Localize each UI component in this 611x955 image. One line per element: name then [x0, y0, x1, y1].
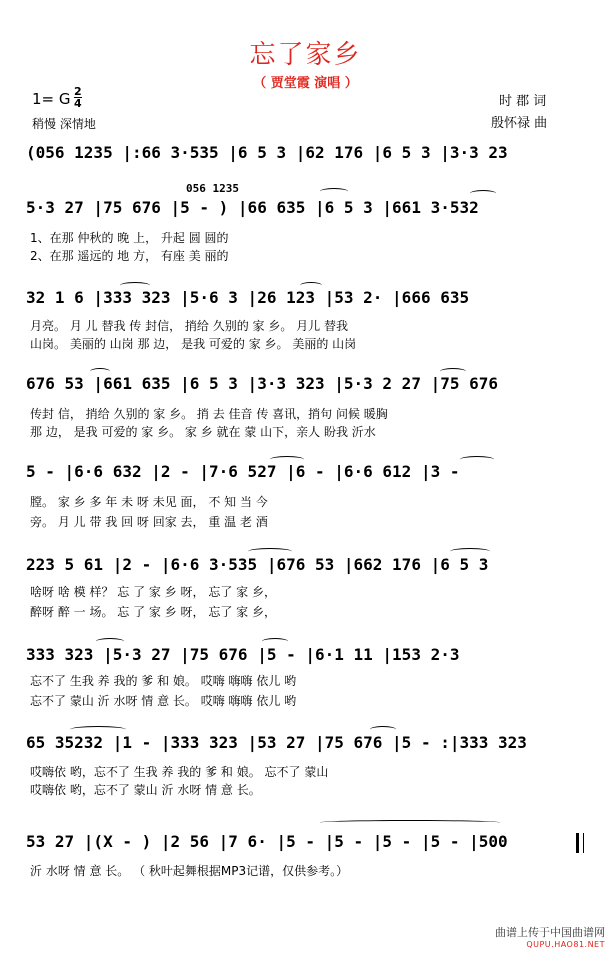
lyric-line-7-verse1: 忘不了 生我 养 我的 爹 和 娘。 哎嗨 嗨嗨 依儿 哟 — [30, 674, 297, 688]
slur-mark — [70, 726, 126, 733]
slur-mark — [370, 726, 396, 733]
slur-mark — [460, 456, 494, 463]
time-signature — [74, 86, 82, 109]
lyric-line-6-verse1: 啥呀 啥 模 样？ 忘 了 家 乡 呀， 忘了 家 乡， — [30, 585, 276, 599]
lyric-line-6-verse2: 醉呀 醉 一 场。 忘 了 家 乡 呀， 忘了 家 乡， — [30, 605, 276, 619]
watermark-url: QUPU.HAO81.NET — [526, 940, 605, 949]
lyric-line-4-verse2: 那 边， 是我 可爱的 家 乡。 家 乡 就在 蒙 山下，亲人 盼我 沂水 — [30, 425, 376, 439]
watermark-line1: 曲谱上传于中国曲谱网 — [495, 926, 605, 939]
notation-line-1: (056 1235 |:66 3·535 |6 5 3 |62 176 |6 5 3 |3·3 23 — [26, 143, 508, 162]
slur-mark — [450, 548, 490, 555]
lyric-line-5-verse2: 旁。 月 儿 带 我 回 呀 回家 去， 重 温 老 酒 — [30, 515, 268, 529]
lyric-line-2-verse2: 2、在那 遥远的 地 方， 有座 美 丽的 — [30, 249, 229, 263]
lyric-line-3-verse2: 山岗。 美丽的 山岗 那 边， 是我 可爱的 家 乡。 美丽的 山岗 — [30, 337, 357, 351]
key-signature: 1= G — [32, 90, 71, 108]
song-title: 忘了家乡 — [249, 40, 362, 70]
slur-mark — [96, 638, 124, 645]
lyric-line-7-verse2: 忘不了 蒙山 沂 水呀 情 意 长。 哎嗨 嗨嗨 依儿 哟 — [30, 694, 297, 708]
lyric-line-2-verse1: 1、在那 仲秋的 晚 上， 升起 圆 圆的 — [30, 231, 229, 245]
slur-mark — [270, 456, 304, 463]
lyric-line-5-verse1: 膛。 家 乡 多 年 未 呀 未见 面， 不 知 当 今 — [30, 495, 268, 509]
notation-line-8: 65 35232 |1 - |333 323 |53 27 |75 676 |5 - :|333 323 — [26, 733, 527, 752]
notation-line-4: 676 53 |661 635 |6 5 3 |3·3 323 |5·3 2 27 |75 676 — [26, 374, 499, 393]
watermark — [495, 927, 605, 951]
notation-line-2-upper: 056 1235 — [186, 182, 239, 195]
slur-mark — [440, 368, 466, 375]
final-barline — [576, 833, 579, 853]
slur-mark — [320, 188, 348, 195]
notation-line-9: 53 27 |(X - ) |2 56 |7 6· |5 - |5 - |5 - |5 - |500 — [26, 832, 508, 851]
lyricist-credit: 时 郡 词 — [499, 94, 547, 109]
slur-mark — [248, 548, 292, 555]
final-barline-thin — [583, 833, 584, 853]
slur-mark — [300, 282, 322, 289]
performer: （ 贾堂霞 演唱 ） — [253, 76, 358, 91]
slur-mark — [120, 282, 150, 289]
time-sig-bottom: 4 — [74, 97, 82, 110]
lyric-line-8-verse2: 哎嗨依 哟，忘不了 蒙山 沂 水呀 情 意 长。 — [30, 783, 261, 797]
slur-mark — [90, 368, 110, 375]
slur-mark — [262, 638, 288, 645]
notation-line-7: 333 323 |5·3 27 |75 676 |5 - |6·1 11 |153 2·3 — [26, 645, 460, 664]
composer-credit: 殷怀禄 曲 — [491, 116, 548, 131]
notation-line-2: 5·3 27 |75 676 |5 - ) |66 635 |6 5 3 |661 3·532 — [26, 198, 479, 217]
tempo-marking: 稍慢 深情地 — [32, 117, 96, 131]
lyric-line-3-verse1: 月亮。 月 儿 替我 传 封信， 捎给 久别的 家 乡。 月儿 替我 — [30, 319, 348, 333]
notation-line-5: 5 - |6·6 632 |2 - |7·6 527 |6 - |6·6 612 |3 - — [26, 462, 460, 481]
slur-mark — [470, 190, 496, 197]
lyric-line-4-verse1: 传封 信， 捎给 久别的 家 乡。 捎 去 佳音 传 喜讯，捎句 问候 暖胸 — [30, 407, 388, 421]
notation-line-3: 32 1 6 |333 323 |5·6 3 |26 123 |53 2· |666 635 — [26, 288, 470, 307]
notation-line-6: 223 5 61 |2 - |6·6 3·535 |676 53 |662 176 |6 5 3 — [26, 555, 489, 574]
time-sig-top: 2 — [74, 85, 82, 98]
lyric-line-8-verse1: 哎嗨依 哟，忘不了 生我 养 我的 爹 和 娘。 忘不了 蒙山 — [30, 765, 329, 779]
lyric-line-9: 沂 水呀 情 意 长。 （ 秋叶起舞根据MP3记谱，仅供参考。） — [30, 864, 349, 878]
slur-mark — [320, 820, 500, 825]
